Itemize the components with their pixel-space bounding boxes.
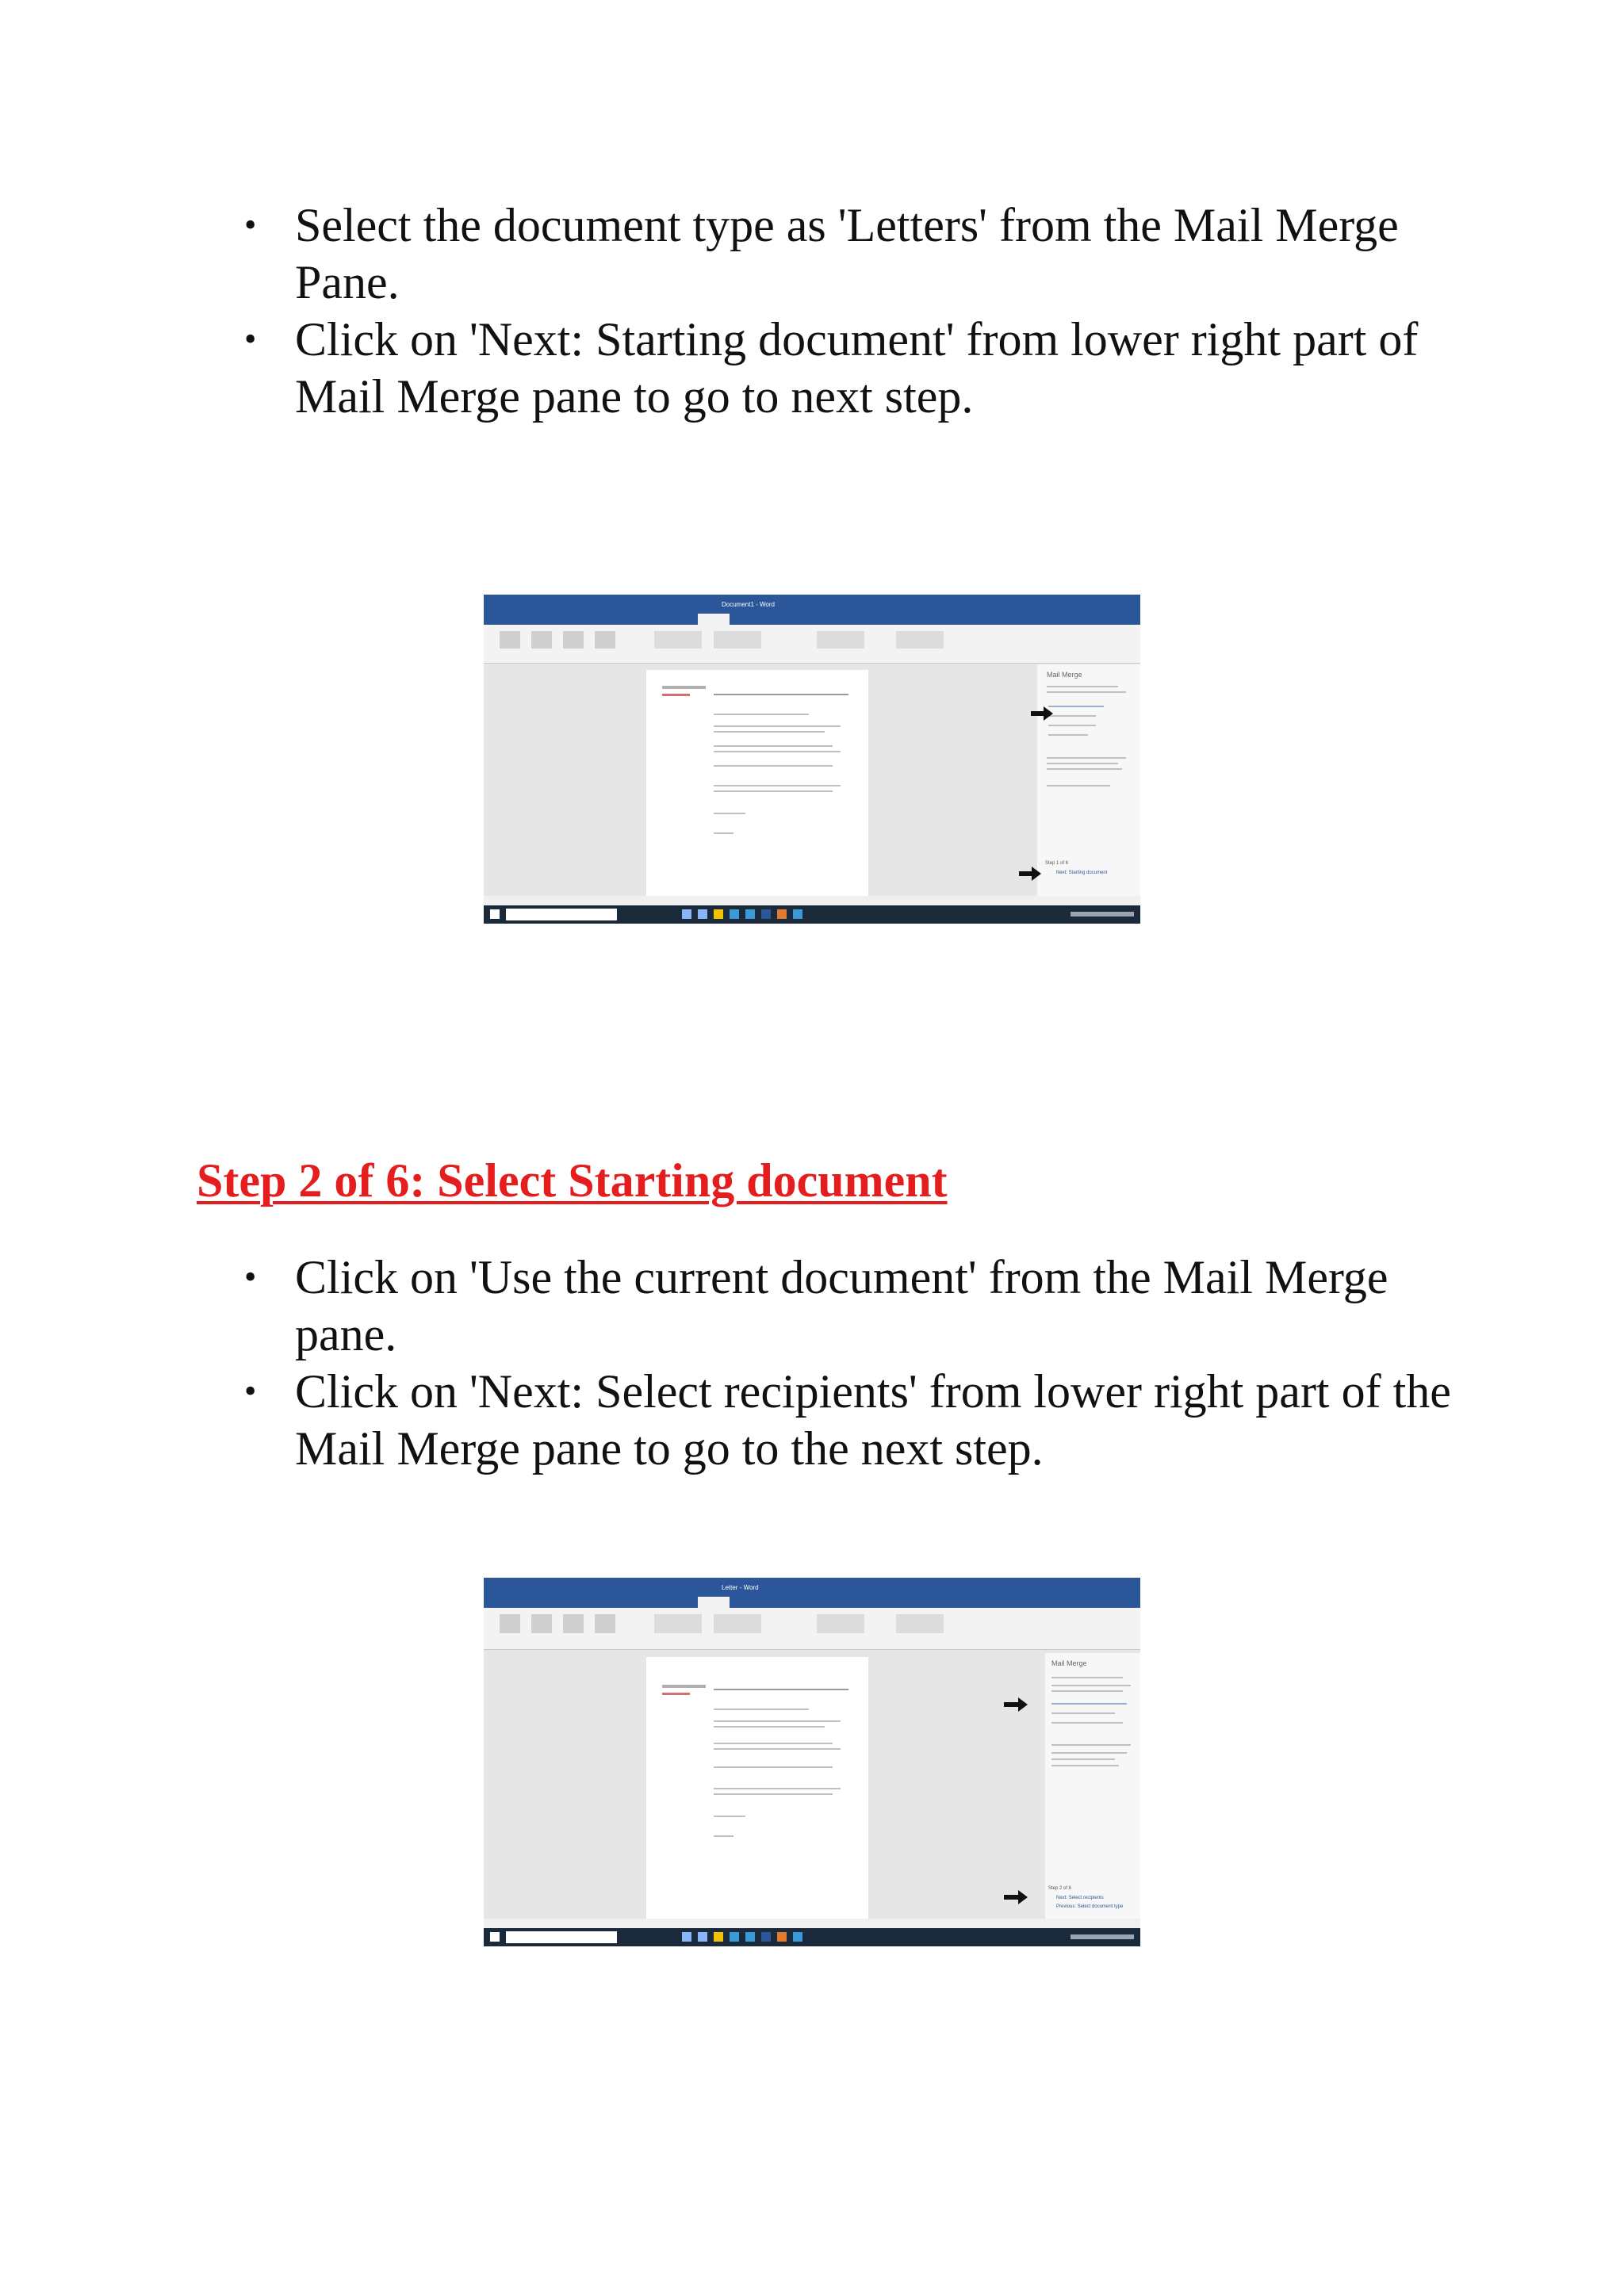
instructions-list-2 [238,1249,1475,1477]
pane-step: Step 1 of 6 [1045,861,1069,866]
word-window-illustration [484,595,1140,924]
previous-link: Previous: Select document type [1056,1904,1124,1909]
pane-title: Mail Merge [1047,671,1082,679]
window-title: Document1 - Word [722,601,775,608]
word-screenshot-step1 [484,595,1140,924]
mail-merge-pane [1045,1653,1140,1923]
word-window-illustration [484,1578,1140,1946]
bullet-text: Click on 'Next: Select recipients' from lower right part of the Mail Merge pane to go to the next step. [295,1365,1451,1475]
bullet-text: Select the document type as 'Letters' from the Mail Merge Pane. [295,199,1399,308]
step-heading: Step 2 of 6: Select Starting document [197,1154,948,1207]
bullet-icon: • [244,205,257,244]
window-title: Letter - Word [722,1584,759,1591]
bullet-icon: • [244,1257,257,1296]
pane-title: Mail Merge [1051,1659,1087,1667]
bullet-text: Click on 'Next: Starting document' from lower right part of Mail Merge pane to go to next step. [295,313,1419,423]
next-link: Next: Select recipients [1056,1896,1104,1900]
list-item [238,311,1475,425]
next-link: Next: Starting document [1056,871,1108,875]
title-bar [484,1578,1140,1595]
title-bar [484,595,1140,612]
status-bar [484,1919,1140,1928]
bullet-icon: • [244,1372,257,1410]
list-item [238,1363,1475,1477]
bullet-icon: • [244,320,257,358]
status-bar [484,896,1140,905]
list-item [238,197,1475,311]
pane-step: Step 2 of 6 [1048,1886,1072,1891]
instructions-list-1 [238,197,1475,425]
list-item [238,1249,1475,1363]
bullet-text: Click on 'Use the current document' from the Mail Merge pane. [295,1251,1388,1360]
word-screenshot-step2 [484,1578,1140,1946]
